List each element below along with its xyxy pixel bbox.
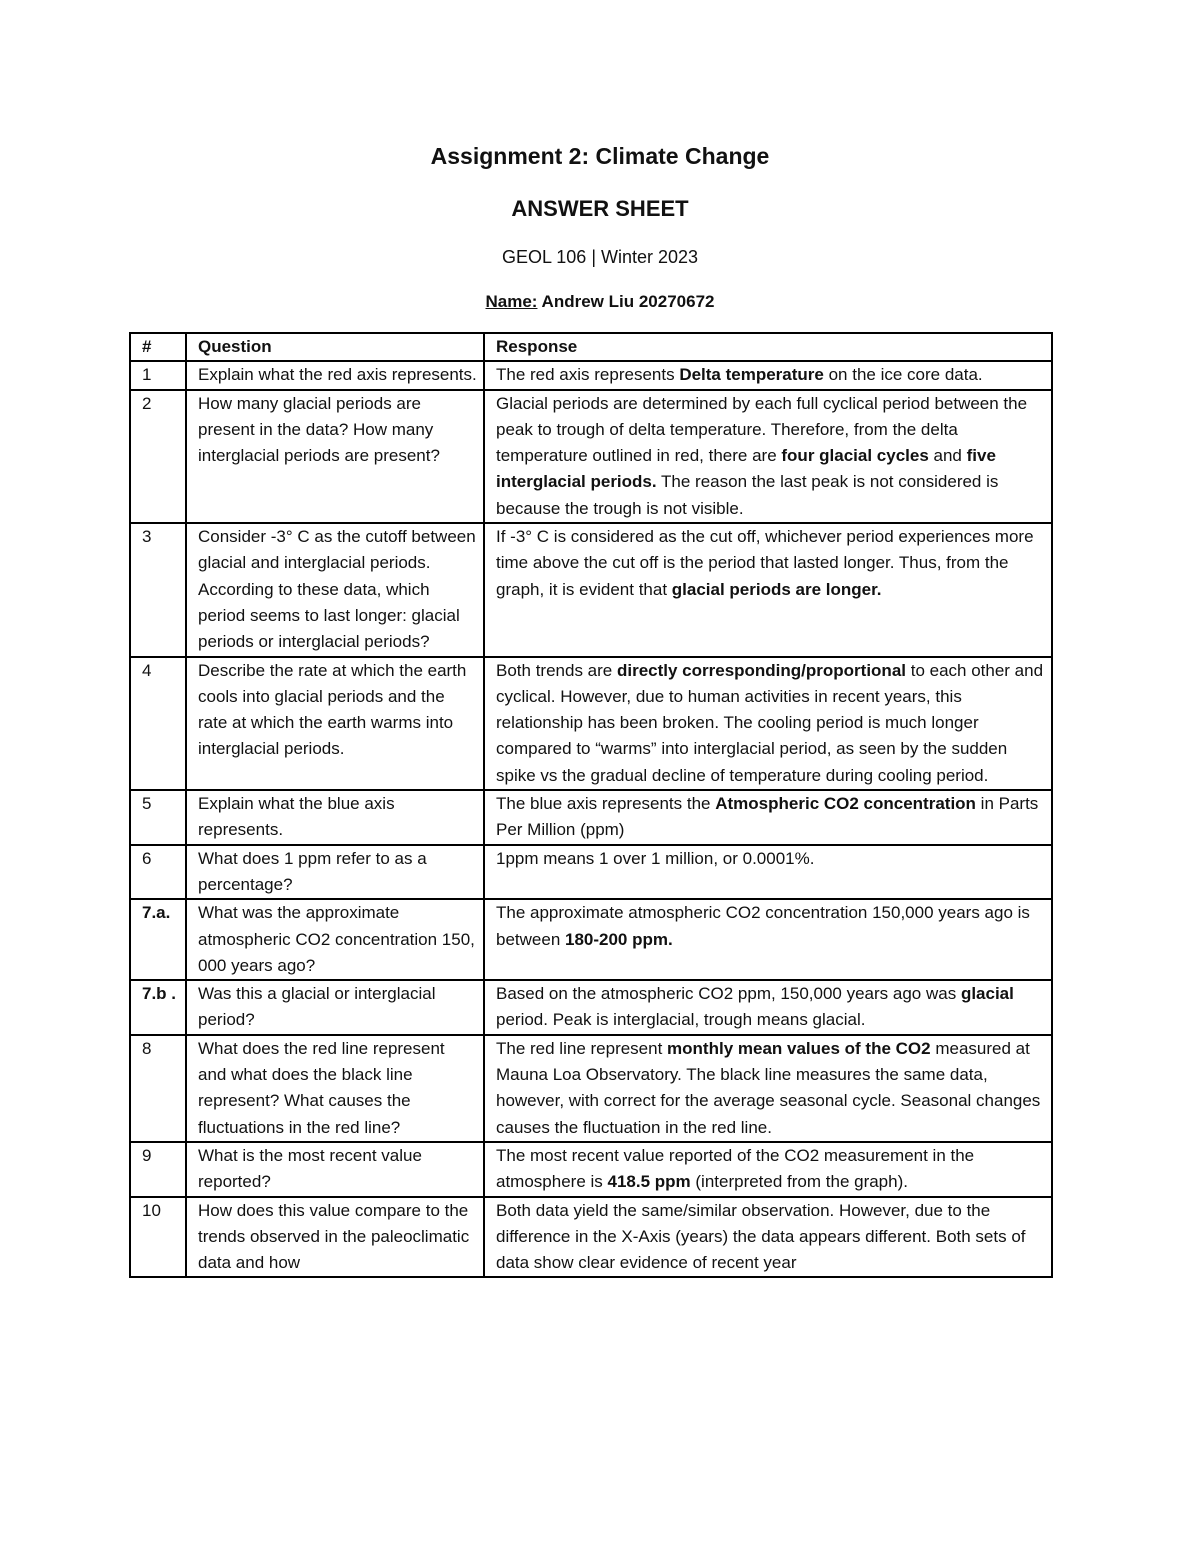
response-segment: (interpreted from the graph).	[690, 1172, 908, 1192]
response-emphasis: five interglacial periods.	[496, 446, 996, 492]
response-segment: The reason the last peak is not considered is because the trough is not visible.	[496, 472, 999, 518]
table-row	[130, 657, 1052, 790]
table-row	[130, 390, 1052, 523]
name-label: Name:	[485, 292, 538, 311]
question-number: 6	[130, 845, 186, 900]
course-info: GEOL 106 | Winter 2023	[501, 247, 699, 267]
response-text	[484, 845, 1052, 900]
question-number: 5	[130, 790, 186, 845]
column-header-number: #	[130, 333, 186, 361]
response-text	[484, 523, 1052, 656]
response-segment: The blue axis represents the	[496, 794, 716, 814]
table-row	[130, 523, 1052, 656]
answer-table-body	[130, 361, 1052, 1277]
response-text	[484, 1197, 1052, 1278]
response-segment: Both trends are	[496, 660, 617, 680]
student-name-line	[0, 292, 1200, 312]
question-number: 1	[130, 361, 186, 389]
response-text	[484, 390, 1052, 523]
response-segment: The most recent value reported of the CO2 measurement in the atmosphere is	[496, 1145, 975, 1192]
column-header-response: Response	[484, 333, 1052, 361]
response-emphasis: glacial	[960, 984, 1014, 1004]
response-segment: to each other and cyclical. However, due to human activities in recent years, this relationship has been broken. The cooling period is much longer compared to “warms” into interglacial period, as seen by the sudden spike vs the gradual decline of temperature during cooling period.	[496, 660, 1044, 785]
question-number: 10	[130, 1197, 186, 1278]
response-emphasis: Atmospheric CO2 concentration	[715, 794, 976, 814]
response-segment: Based on the atmospheric CO2 ppm, 150,000 years ago was	[496, 984, 961, 1004]
question-text: Was this a glacial or interglacial period?	[186, 980, 484, 1035]
response-segment: The red line represent	[496, 1038, 668, 1058]
response-emphasis: four glacial cycles	[781, 446, 929, 466]
table-row	[130, 980, 1052, 1035]
response-emphasis: Delta temperature	[679, 365, 824, 385]
response-segment: Glacial periods are determined by each full cyclical period between the peak to trough of delta temperature. Therefore, from the delta temperature outlined in red, there are	[496, 393, 1028, 466]
response-text	[484, 899, 1052, 980]
question-number: 3	[130, 523, 186, 656]
document-title: Assignment 2: Climate Change	[430, 143, 770, 169]
table-row	[130, 790, 1052, 845]
question-number: 9	[130, 1142, 186, 1197]
table-header-row	[130, 333, 1052, 361]
response-segment: and	[928, 446, 967, 466]
question-number: 7.b .	[130, 980, 186, 1035]
question-text: Consider -3° C as the cutoff between glacial and interglacial periods. According to these data, which period seems to last longer: glacial periods or interglacial periods?	[186, 523, 484, 656]
question-number: 8	[130, 1035, 186, 1142]
response-segment: 1ppm means 1 over 1 million, or 0.0001%.	[496, 848, 815, 868]
response-emphasis: glacial periods are longer.	[671, 579, 882, 599]
response-text	[484, 657, 1052, 790]
table-row	[130, 361, 1052, 389]
answer-table	[129, 332, 1053, 1278]
table-row	[130, 1035, 1052, 1142]
question-text: What does the red line represent and what does the black line represent? What causes the fluctuations in the red line?	[186, 1035, 484, 1142]
response-emphasis: 418.5 ppm	[607, 1172, 691, 1192]
question-number: 2	[130, 390, 186, 523]
response-text	[484, 790, 1052, 845]
response-emphasis: monthly mean values of the CO2	[667, 1038, 931, 1058]
student-name: Andrew Liu 20270672	[537, 292, 715, 311]
question-number: 7.a.	[130, 899, 186, 980]
response-segment: period. Peak is interglacial, trough means glacial.	[496, 1010, 866, 1030]
question-number: 4	[130, 657, 186, 790]
question-text: Explain what the red axis represents.	[186, 361, 484, 389]
question-text: What does 1 ppm refer to as a percentage?	[186, 845, 484, 900]
response-text	[484, 1035, 1052, 1142]
response-text	[484, 361, 1052, 389]
question-text: How many glacial periods are present in the data? How many interglacial periods are present?	[186, 390, 484, 523]
response-segment: Both data yield the same/similar observation. However, due to the difference in the X-Axis (years) the data appears different. Both sets of data show clear evidence of recent year	[496, 1200, 1026, 1273]
table-row	[130, 899, 1052, 980]
response-emphasis: 180-200 ppm.	[565, 929, 673, 949]
question-text: How does this value compare to the trends observed in the paleoclimatic data and how	[186, 1197, 484, 1278]
response-segment: The red axis represents	[496, 365, 680, 385]
question-text: What is the most recent value reported?	[186, 1142, 484, 1197]
question-text: Describe the rate at which the earth cools into glacial periods and the rate at which the earth warms into interglacial periods.	[186, 657, 484, 790]
response-segment: If -3° C is considered as the cut off, whichever period experiences more time above the cut off is the period that lasted longer. Thus, from the graph, it is evident that	[496, 527, 1034, 599]
response-text	[484, 1142, 1052, 1197]
response-segment: The approximate atmospheric CO2 concentration 150,000 years ago is between	[496, 903, 1030, 949]
table-row	[130, 845, 1052, 900]
response-segment: measured at Mauna Loa Observatory. The black line measures the same data, however, with correct for the average seasonal cycle. Seasonal changes causes the fluctuation in the red line.	[496, 1038, 1041, 1137]
response-text	[484, 980, 1052, 1035]
question-text: What was the approximate atmospheric CO2 concentration 150, 000 years ago?	[186, 899, 484, 980]
question-text: Explain what the blue axis represents.	[186, 790, 484, 845]
response-segment: in Parts Per Million (ppm)	[496, 794, 1039, 840]
response-emphasis: directly corresponding/proportional	[616, 660, 906, 680]
table-row	[130, 1142, 1052, 1197]
column-header-question: Question	[186, 333, 484, 361]
response-segment: on the ice core data.	[823, 365, 983, 385]
document-subtitle: ANSWER SHEET	[511, 196, 689, 221]
table-row	[130, 1197, 1052, 1278]
